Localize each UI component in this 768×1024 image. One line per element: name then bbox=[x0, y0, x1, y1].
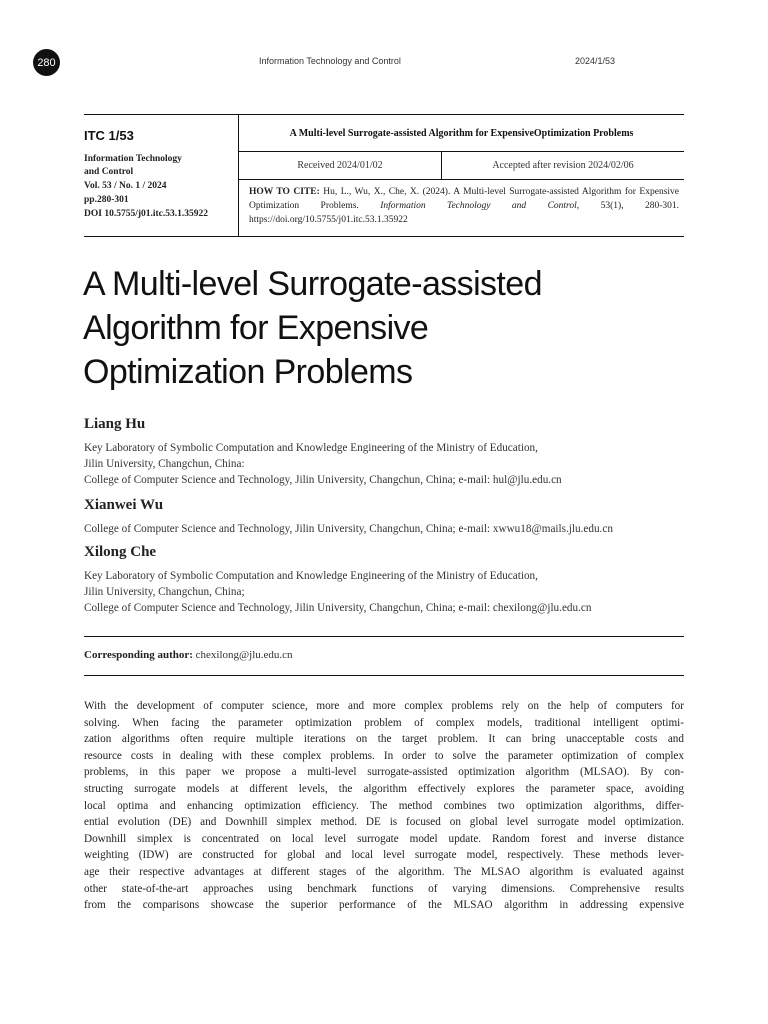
title-line-2: Algorithm for Expensive bbox=[83, 309, 429, 347]
abstract-line: With the development of computer science, more and more complex problems rely on the help of computers for bbox=[84, 700, 684, 712]
received-date: Received 2024/01/02 bbox=[297, 159, 383, 171]
abstract-line: structing surrogate models at different levels, the algorithm effectively explores the parameter space, avoiding bbox=[84, 782, 684, 795]
itc-label: ITC 1/53 bbox=[84, 128, 134, 143]
citation-journal: Information Technology and Control bbox=[380, 201, 577, 211]
corresponding-author bbox=[84, 649, 293, 661]
journal-meta bbox=[84, 115, 238, 236]
abstract-line: Downhill simplex is concentrated on local level surrogate model update. Random forest and inverse distance bbox=[84, 832, 684, 845]
abstract-line: ential evolution (DE) and Downhill simplex method. DE is focused on global level surrogate model optimization. bbox=[84, 816, 684, 829]
abstract-line: other state-of-the-art approaches using benchmark functions of varying dimensions. Comprehensive results bbox=[84, 882, 684, 895]
running-header-issue: 2024/1/53 bbox=[575, 56, 616, 66]
corresponding-label: Corresponding author: bbox=[84, 649, 193, 661]
author-affiliation-2 bbox=[84, 521, 704, 537]
journal-name-line-2: and Control bbox=[84, 167, 134, 177]
accepted-date: Accepted after revision 2024/02/06 bbox=[492, 159, 634, 171]
citation-rest[interactable]: , 53(1), 280-301. https://doi.org/10.5755/j01.itc.53.1.35922 bbox=[249, 201, 679, 225]
author-name-2: Xianwei Wu bbox=[84, 497, 164, 513]
abstract-line: local optima and enhancing optimization efficiency. The method combines two optimization algorithms, differ- bbox=[84, 799, 684, 812]
abstract-line: zation algorithms often require multiple iterations on the target problem. It can bring unacceptable costs and bbox=[84, 733, 684, 746]
affiliation-line: College of Computer Science and Technology, Jilin University, Changchun, China; e-mail: xwwu18@mails.jlu.edu.cn bbox=[84, 523, 613, 535]
abstract-line: from the comparisons showcase the superior performance of the MLSAO algorithm in addressing expensive bbox=[84, 899, 684, 912]
volume-info: Vol. 53 / No. 1 / 2024 bbox=[84, 181, 167, 191]
abstract bbox=[84, 698, 684, 914]
affiliation-line: College of Computer Science and Technology, Jilin University, Changchun, China; e-mail: chexilong@jlu.edu.cn bbox=[84, 602, 592, 614]
affiliation-line: College of Computer Science and Technology, Jilin University, Changchun, China; e-mail: hul@jlu.edu.cn bbox=[84, 474, 562, 486]
affiliation-line: Key Laboratory of Symbolic Computation and Knowledge Engineering of the Ministry of Education, bbox=[84, 570, 538, 582]
citation-label: HOW TO CITE: bbox=[249, 187, 320, 197]
author-name-1: Liang Hu bbox=[84, 416, 146, 432]
author-affiliation-3 bbox=[84, 568, 704, 616]
author-affiliation-1 bbox=[84, 440, 704, 488]
author-name-3: Xilong Che bbox=[84, 544, 157, 560]
article-meta bbox=[239, 115, 684, 236]
doi: DOI 10.5755/j01.itc.53.1.35922 bbox=[84, 209, 209, 219]
corresponding-top-rule bbox=[84, 636, 684, 637]
journal-name-line-1: Information Technology bbox=[84, 154, 182, 164]
abstract-line: problems, in this paper we propose a multi-level surrogate-assisted optimization algorithm (MLSAO). By con- bbox=[84, 766, 684, 779]
abstract-line: solving. When facing the parameter optimization problem of complex models, traditional intelligent optimi- bbox=[84, 716, 684, 729]
abstract-line: resource costs in dealing with these complex problems. In order to solve the parameter optimization of complex bbox=[84, 749, 684, 762]
running-header-journal: Information Technology and Control bbox=[259, 56, 401, 66]
citation-text: Hu, L., Wu, X., Che, X. (2024). A Multi-level Surrogate-assisted Algorithm for Expensive Optimization Problems. bbox=[249, 187, 679, 211]
paper-title bbox=[83, 262, 683, 394]
title-line-1: A Multi-level Surrogate-assisted bbox=[83, 265, 542, 303]
affiliation-line: Key Laboratory of Symbolic Computation and Knowledge Engineering of the Ministry of Education, bbox=[84, 442, 538, 454]
how-to-cite bbox=[249, 185, 679, 227]
abstract-line: age their respective advantages at different stages of the algorithm. The MLSAO algorithm is evaluated against bbox=[84, 865, 684, 878]
page-range: pp.280-301 bbox=[84, 195, 129, 205]
title-line-3: Optimization Problems bbox=[83, 353, 413, 391]
article-info-box bbox=[84, 114, 684, 237]
affiliation-line: Jilin University, Changchun, China; bbox=[84, 586, 245, 598]
affiliation-line: Jilin University, Changchun, China: bbox=[84, 458, 245, 470]
corresponding-bottom-rule bbox=[84, 675, 684, 676]
abstract-line: weighting (IDW) are constructed for global and local level surrogate model, respectively. These methods lever- bbox=[84, 849, 684, 862]
page-number-badge: 280 bbox=[33, 49, 60, 76]
corresponding-email[interactable]: chexilong@jlu.edu.cn bbox=[192, 649, 293, 661]
info-box-title: A Multi-level Surrogate-assisted Algorithm for ExpensiveOptimization Problems bbox=[239, 115, 684, 152]
dates-row bbox=[239, 151, 684, 180]
